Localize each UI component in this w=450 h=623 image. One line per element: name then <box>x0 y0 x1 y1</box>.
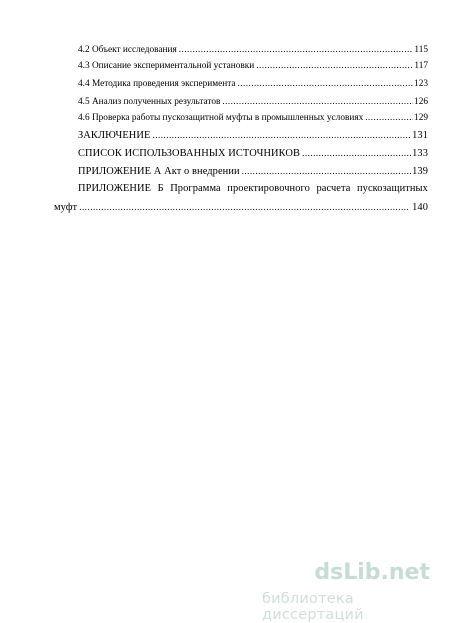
toc-entry <box>78 94 428 108</box>
toc-leader-dots <box>256 58 413 72</box>
toc-entry-appendix-b-first-line <box>78 182 428 196</box>
toc-entry-page: 139 <box>412 166 428 177</box>
toc-entry-title: муфт <box>54 202 78 213</box>
toc-entry-word: расчета <box>316 183 351 194</box>
toc-entry-word: Б <box>157 183 164 194</box>
toc-leader-dots <box>302 146 411 160</box>
toc-leader-dots <box>242 164 411 178</box>
toc-entry-word: проектировочного <box>227 183 310 194</box>
toc-entry-page: 140 <box>412 202 428 213</box>
toc-entry <box>78 128 428 142</box>
toc-entry-page: 126 <box>414 97 428 107</box>
toc-entry-title: ПРИЛОЖЕНИЕ А Акт о внедрении <box>78 166 240 177</box>
toc-entry-word: ПРИЛОЖЕНИЕ <box>78 183 152 194</box>
toc-entry-page: 133 <box>412 148 428 159</box>
toc-entry-title: 4.3 Описание экспериментальной установки <box>78 61 255 71</box>
toc-leader-dots <box>222 94 413 108</box>
toc-entry <box>78 42 428 56</box>
watermark-logo: dsLib.net <box>314 560 430 585</box>
toc-entry-title: 4.6 Проверка работы пускозащитной муфты в промышленных условиях <box>78 113 364 123</box>
toc-entry-title: СПИСОК ИСПОЛЬЗОВАННЫХ ИСТОЧНИКОВ <box>78 148 301 159</box>
toc-entry-appendix-b-second-line <box>54 200 428 214</box>
toc-entry-word: пускозащитных <box>356 183 428 194</box>
toc-leader-dots <box>79 200 408 214</box>
watermark-subtitle: библиотека диссертаций <box>262 591 364 623</box>
toc-entry-page: 115 <box>414 45 428 55</box>
toc-entry-title: 4.4 Методика проведения эксперимента <box>78 79 236 89</box>
toc-entry-page: 131 <box>412 130 428 141</box>
toc-entry <box>78 110 428 124</box>
toc-entry <box>78 76 428 90</box>
watermark <box>262 560 438 623</box>
toc-leader-dots <box>365 110 413 124</box>
toc-entry-title: ЗАКЛЮЧЕНИЕ <box>78 130 151 141</box>
toc-entry <box>78 146 428 160</box>
toc-entry <box>78 164 428 178</box>
toc-entry-page: 117 <box>414 61 428 71</box>
toc-entry <box>78 58 428 72</box>
toc-entry-page: 129 <box>414 113 428 123</box>
toc-leader-dots <box>179 42 414 56</box>
toc-leader-dots <box>152 128 411 142</box>
toc-entry-title: 4.2 Объект исследования <box>78 45 177 55</box>
toc-leader-dots <box>238 76 414 90</box>
toc-entry-page: 123 <box>414 79 428 89</box>
toc-entry-title: 4.5 Анализ полученных результатов <box>78 97 221 107</box>
toc-entry-word: Программа <box>170 183 221 194</box>
